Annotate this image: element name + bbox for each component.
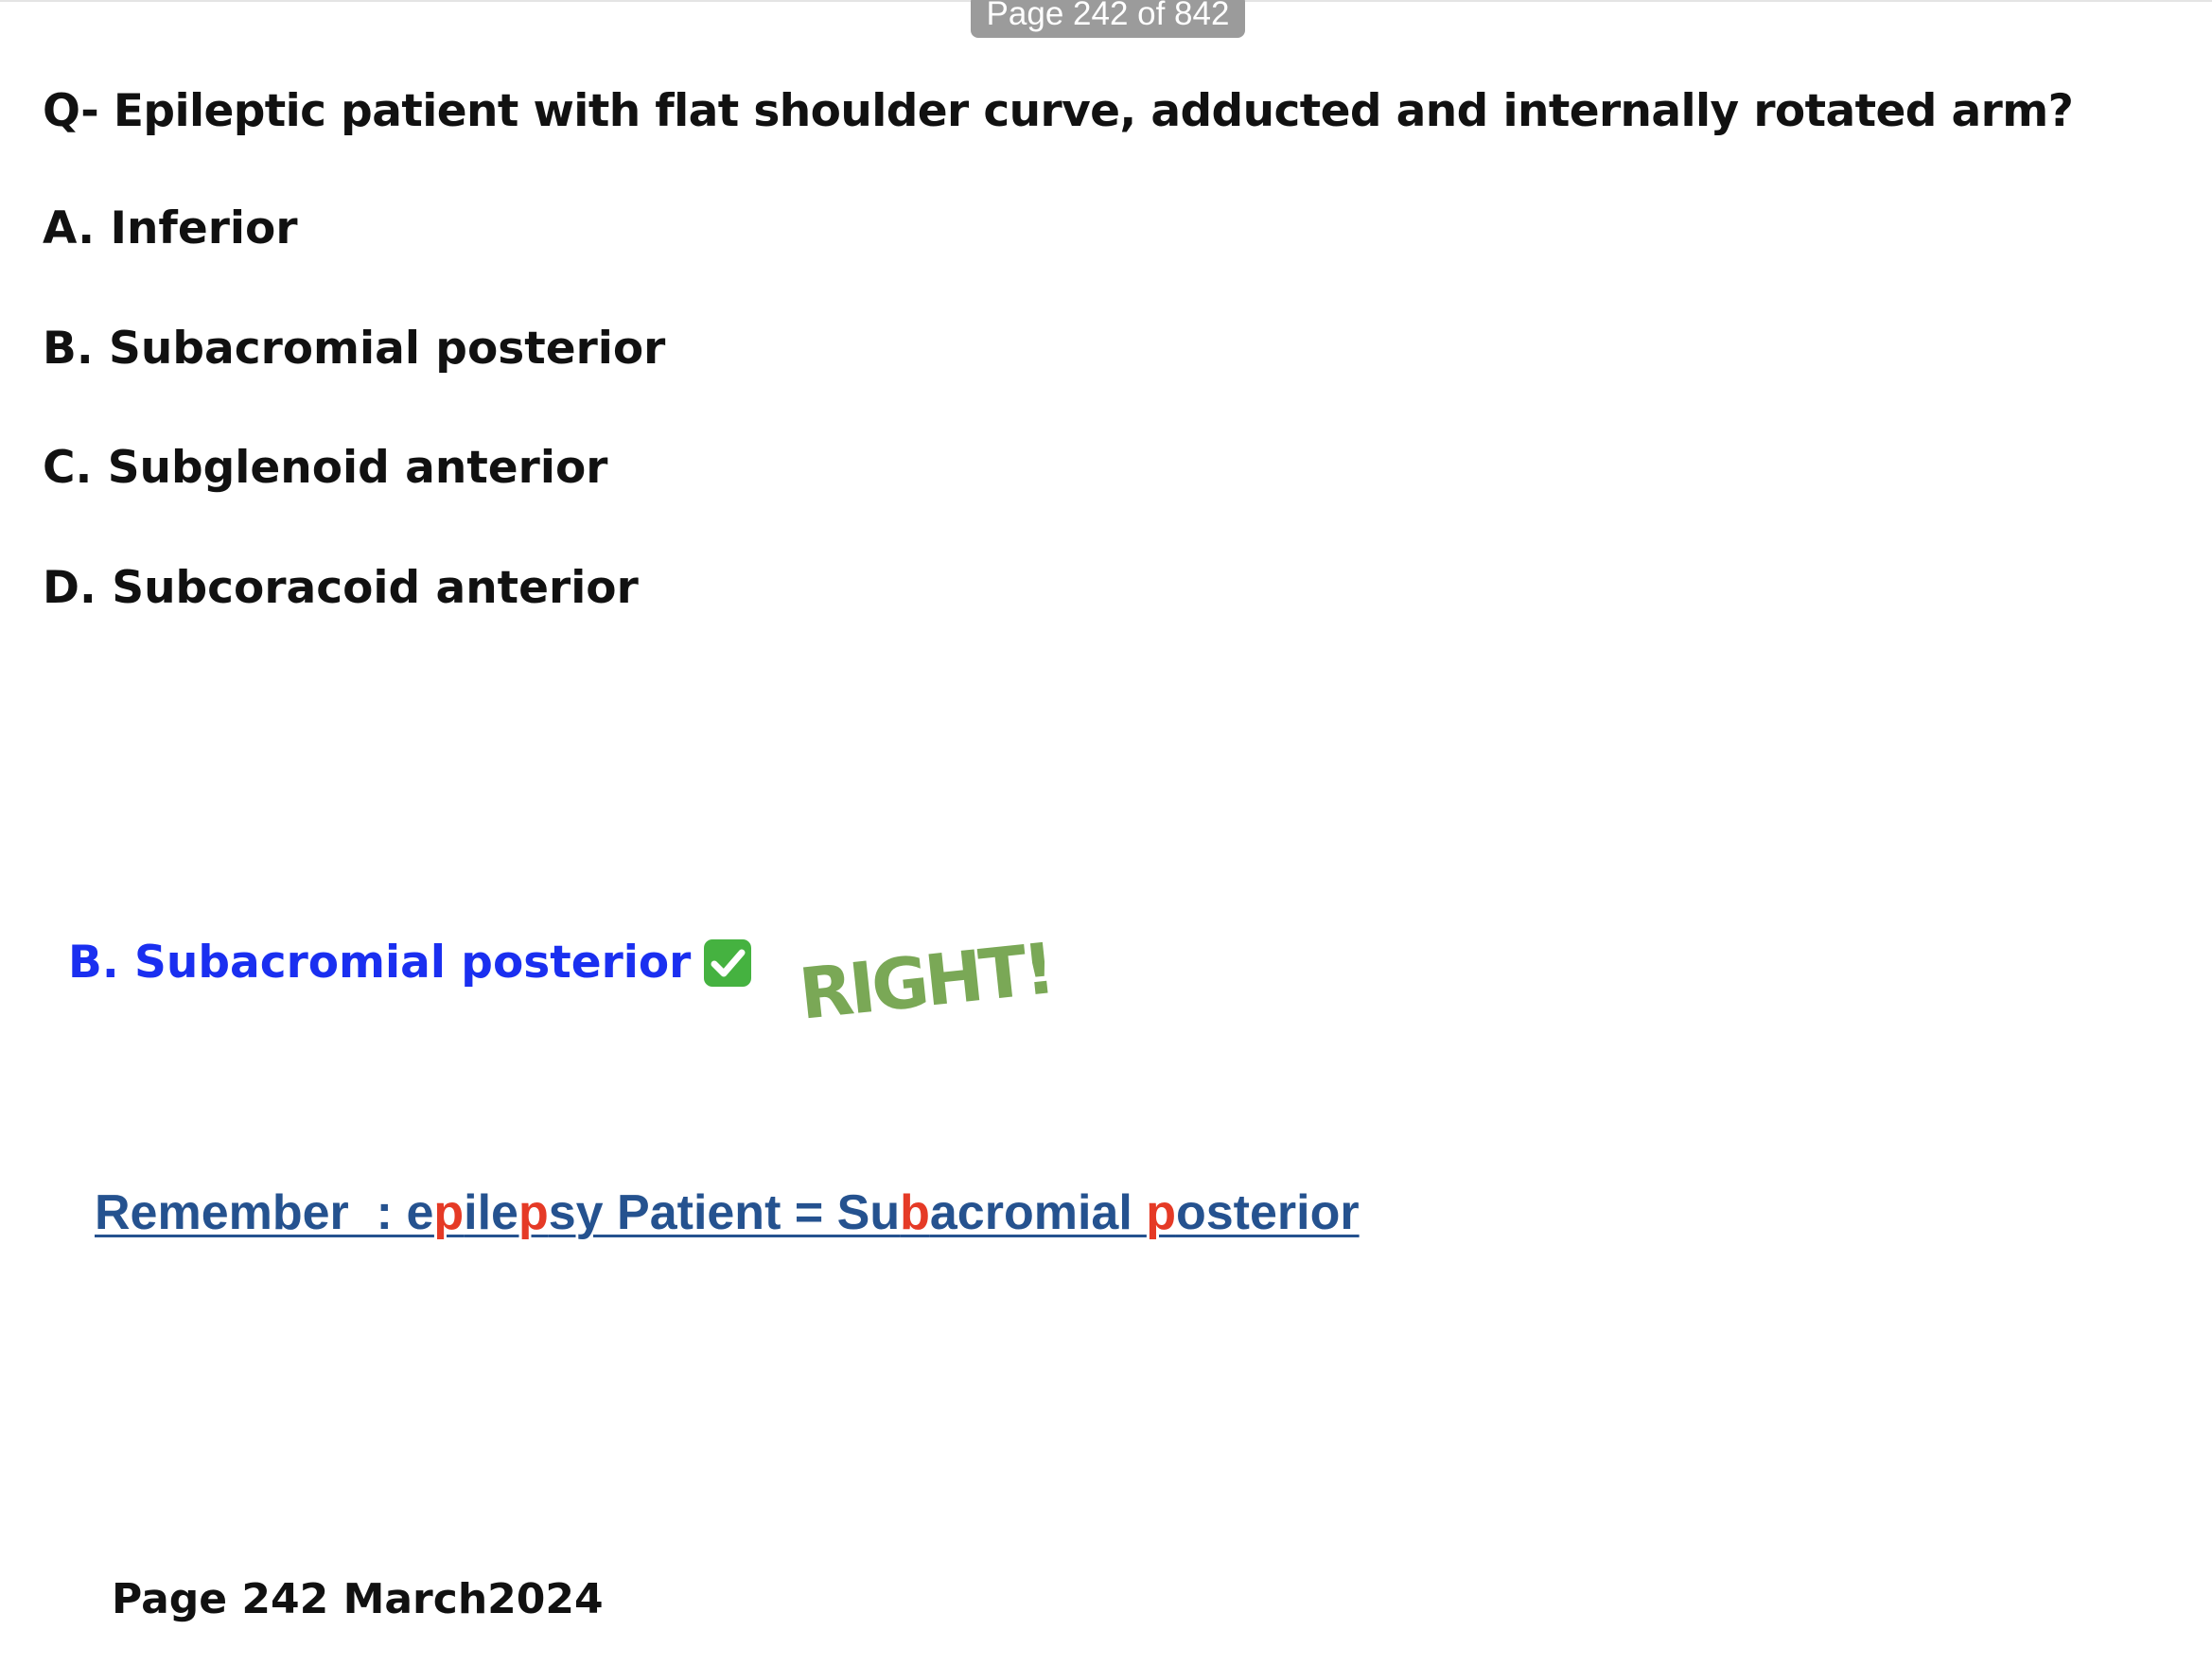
mnemonic-highlight-letter: p: [518, 1185, 549, 1240]
check-mark-button-icon: [704, 939, 751, 987]
right-stamp: [795, 922, 1056, 1036]
mnemonic-text-segment: acromial: [929, 1185, 1147, 1240]
page-footer: Page 242 March2024: [112, 1575, 604, 1623]
option-c: C. Subglenoid anterior: [43, 442, 608, 494]
answer-text: B. Subacromial posterior: [68, 937, 692, 989]
right-stamp-text: RIGHT!: [795, 928, 1056, 1036]
mnemonic-highlight-letter: p: [433, 1185, 465, 1240]
answer-line: [68, 937, 751, 990]
option-d: D. Subcoracoid anterior: [43, 562, 639, 614]
option-a: A. Inferior: [43, 202, 298, 254]
mnemonic-text-segment: osterior: [1175, 1185, 1360, 1240]
mnemonic-text-segment: sy Patient = Su: [548, 1185, 901, 1240]
mnemonic-text-segment: ile: [464, 1185, 518, 1240]
mnemonic-line: [95, 1184, 1360, 1241]
option-b: B. Subacromial posterior: [43, 323, 666, 375]
question-text: Q- Epileptic patient with flat shoulder curve, adducted and internally rotated arm?: [43, 85, 2074, 137]
page-indicator: Page 242 of 842: [971, 0, 1245, 38]
mnemonic-highlight-letter: b: [900, 1185, 930, 1240]
mnemonic-highlight-letter: p: [1146, 1185, 1176, 1240]
mnemonic-text-segment: Remember : e: [95, 1185, 434, 1240]
